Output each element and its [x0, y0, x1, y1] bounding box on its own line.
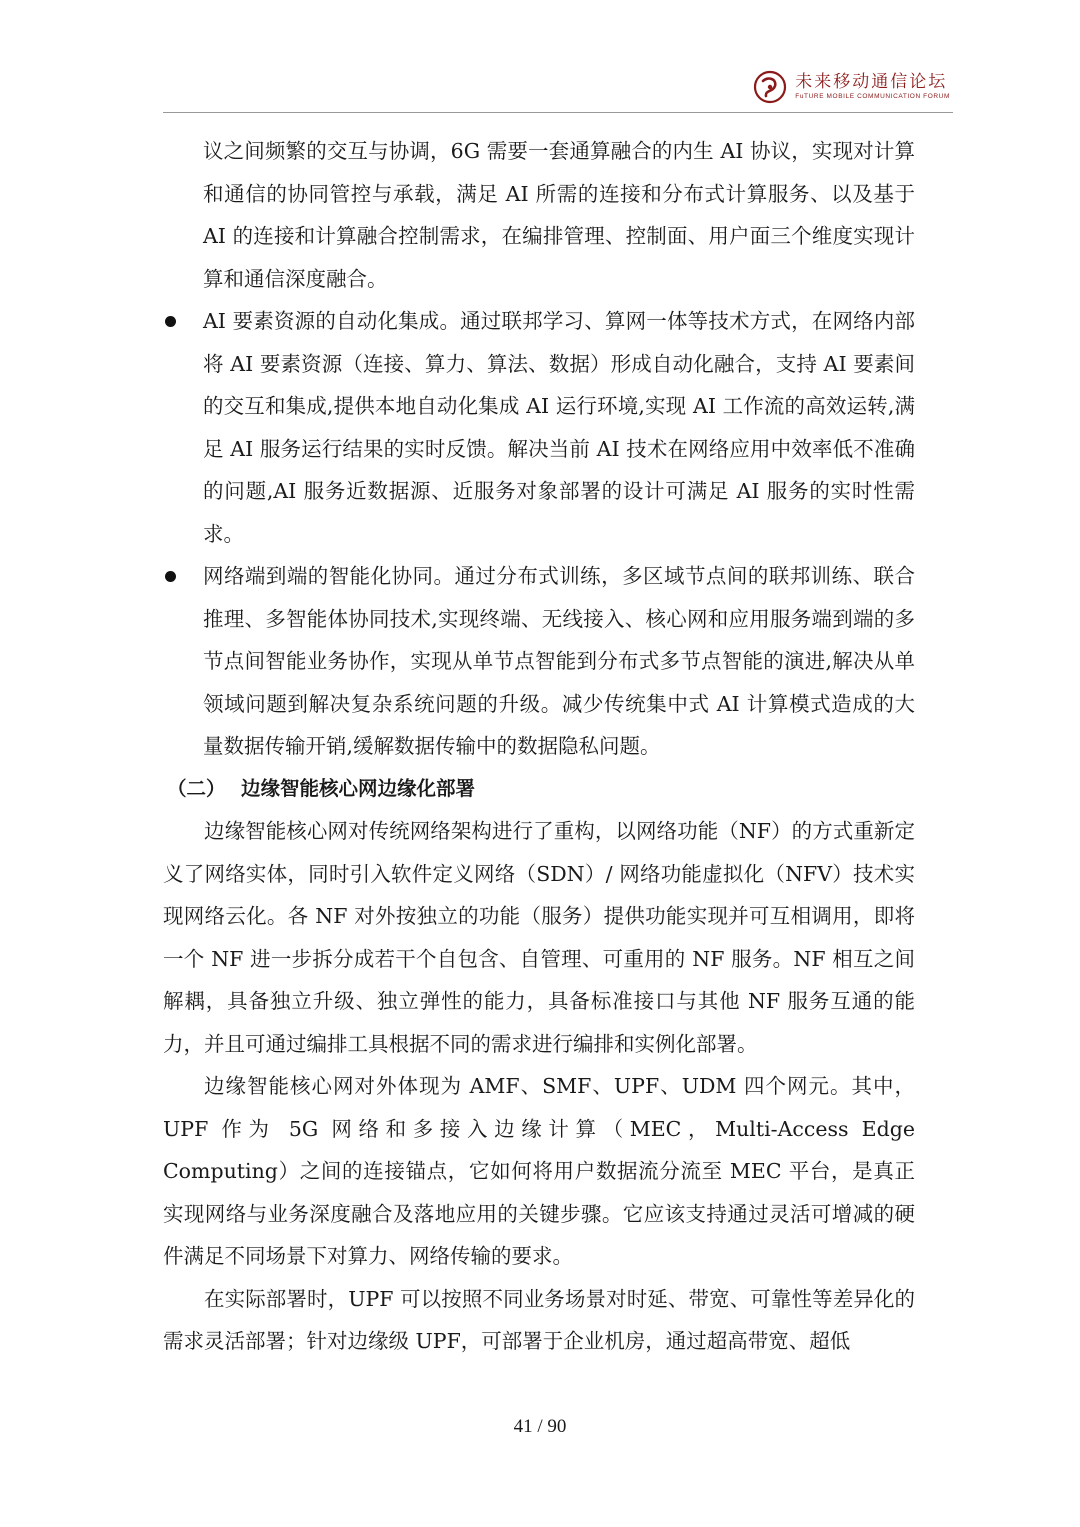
bullet-text: 网络端到端的智能化协同。通过分布式训练，多区域节点间的联邦训练、联合推理、多智能体协同技术,实现终端、无线接入、核心网和应用服务端到端的多节点间智能业务协作，实现从单节点智能到分布式多节点智能的演进,解决从单领域问题到解决复杂系统问题的升级。减少传统集中式 AI 计算模式造成的大量数据传输开销,缓解数据传输中的数据隐私问题。 — [203, 564, 915, 758]
document-body — [163, 130, 915, 1363]
logo-english-name: FuTURE MOBILE COMMUNICATION FORUM — [795, 92, 950, 100]
paragraph-upf-mec: 边缘智能核心网对外体现为 AMF、SMF、UPF、UDM 四个网元。其中，UPF 作为 5G 网络和多接入边缘计算（MEC，Multi-Access Edge Computing）之间的连接锚点，它如何将用户数据流分流至 MEC 平台，是真正实现网络与业务深度融合及落地应用的关键步骤。它应该支持通过灵活可增减的硬件满足不同场景下对算力、网络传输的要求。 — [163, 1074, 915, 1268]
bullet-text: AI 要素资源的自动化集成。通过联邦学习、算网一体等技术方式，在网络内部将 AI 要素资源（连接、算力、算法、数据）形成自动化融合，支持 AI 要素间的交互和集成,提供本地自动化集成 AI 运行环境,实现 AI 工作流的高效运转,满足 AI 服务运行结果的实时反馈。解决当前 AI 技术在网络应用中效率低不准确的问题,AI 服务近数据源、近服务对象部署的设计可满足 AI 服务的实时性需求。 — [203, 309, 915, 546]
paragraph-nf-architecture: 边缘智能核心网对传统网络架构进行了重构，以网络功能（NF）的方式重新定义了网络实体，同时引入软件定义网络（SDN）/ 网络功能虚拟化（NFV）技术实现网络云化。各 NF 对外按独立的功能（服务）提供功能实现并可互相调用，即将一个 NF 进一步拆分成若干个自包含、自管理、可重用的 NF 服务。NF 相互之间解耦，具备独立升级、独立弹性的能力，具备标准接口与其他 NF 服务互通的能力，并且可通过编排工具根据不同的需求进行编排和实例化部署。 — [163, 819, 915, 1056]
bullet-item-ai-resource — [163, 300, 915, 555]
section-number: （二） — [167, 776, 226, 800]
logo-chinese-name: 未来移动通信论坛 — [795, 71, 948, 92]
forum-logo-text — [795, 71, 950, 101]
paragraph-continuation: 议之间频繁的交互与协调，6G 需要一套通算融合的内生 AI 协议，实现对计算和通信的协同管控与承载，满足 AI 所需的连接和分布式计算服务、以及基于 AI 的连接和计算融合控制需求，在编排管理、控制面、用户面三个维度实现计算和通信深度融合。 — [203, 139, 915, 291]
bullet-dot-icon — [165, 316, 176, 327]
forum-logo-icon — [753, 70, 787, 104]
bullet-item-e2e-collaboration — [163, 555, 915, 768]
section-heading — [163, 768, 915, 811]
header-divider — [163, 112, 953, 113]
page-number: 41 / 90 — [513, 1416, 567, 1437]
bullet-dot-icon — [165, 571, 176, 582]
paragraph-upf-deployment: 在实际部署时，UPF 可以按照不同业务场景对时延、带宽、可靠性等差异化的需求灵活部署；针对边缘级 UPF，可部署于企业机房，通过超高带宽、超低 — [163, 1286, 915, 1353]
section-title: 边缘智能核心网边缘化部署 — [241, 776, 476, 800]
page-header — [753, 70, 950, 104]
